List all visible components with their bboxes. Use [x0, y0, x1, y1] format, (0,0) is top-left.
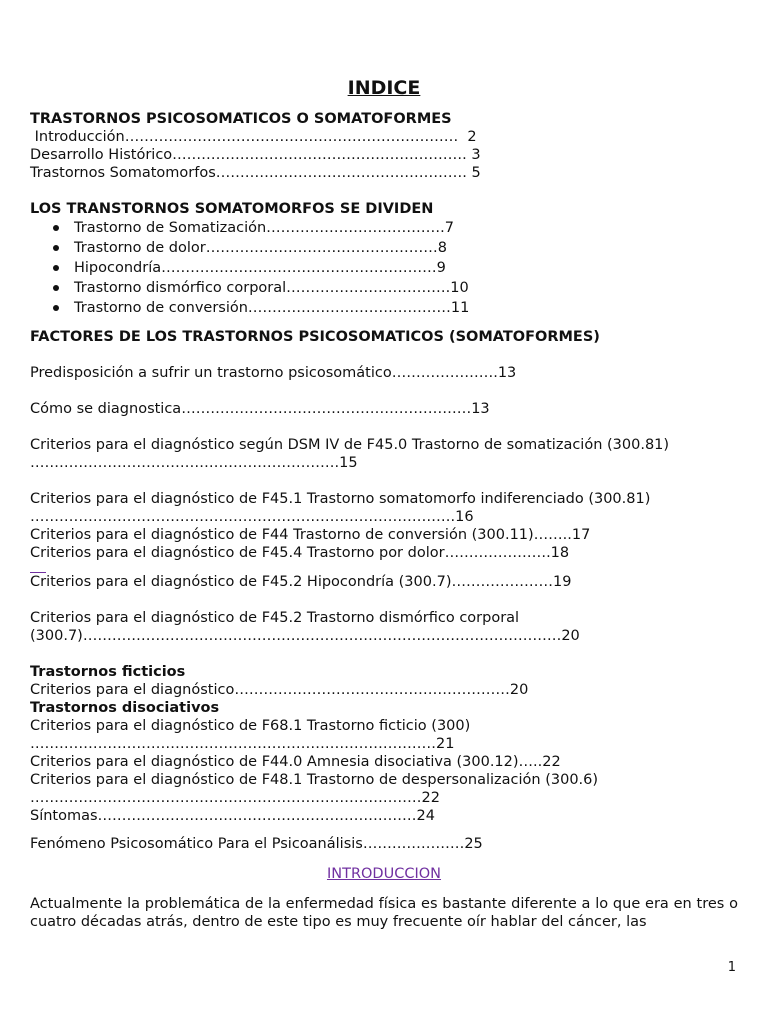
toc-line-somatomorfos: Trastornos Somatomorfos……………………………………………. 5 [30, 165, 481, 181]
toc-line-crit-somatizacion-page: ……………………………………………………….15 [30, 455, 358, 471]
toc-line-crit-dismorfico-page: (300.7)………………………………………………………………………………………20 [30, 628, 580, 644]
toc-line-crit-ficticio-page: …………………………………………………………………………21 [30, 736, 455, 752]
toc-line-crit-despersonalizacion-page: ………………………………………………………………………22 [30, 790, 440, 806]
section-heading-psicosomaticos: TRASTORNOS PSICOSOMATICOS O SOMATOFORMES [30, 111, 452, 127]
toc-bullet-list [30, 218, 740, 318]
toc-line-crit-hipocondria: Criterios para el diagnóstico de F45.2 Hipocondría (300.7)…………………19 [30, 574, 572, 590]
toc-line-crit-despersonalizacion: Criterios para el diagnóstico de F48.1 Trastorno de despersonalización (300.6) [30, 772, 599, 788]
section-heading-disociativos: Trastornos disociativos [30, 700, 220, 716]
index-content [30, 110, 740, 931]
toc-line-crit-ficticio: Criterios para el diagnóstico de F68.1 Trastorno ficticio (300) [30, 718, 471, 734]
toc-bullet-conversion: Trastorno de conversión……………………………………11 [74, 298, 740, 318]
toc-line-sintomas: Síntomas…………………………………………………………24 [30, 808, 435, 824]
toc-line-desarrollo: Desarrollo Histórico……………………………………………………. 3 [30, 147, 481, 163]
toc-line-crit-indiferenciado: Criterios para el diagnóstico de F45.1 Trastorno somatomorfo indiferenciado (300.81) [30, 491, 651, 507]
page-title: INDICE [347, 77, 421, 99]
section-heading-ficticios: Trastornos ficticios [30, 664, 186, 680]
toc-line-diagnostica: Cómo se diagnostica……………………………………………………13 [30, 401, 490, 417]
page-number: 1 [727, 960, 736, 975]
toc-line-crit-somatizacion: Criterios para el diagnóstico según DSM IV de F45.0 Trastorno de somatización (300.81) [30, 437, 670, 453]
toc-bullet-hipocondria: Hipocondría…………………………………………………9 [74, 258, 740, 278]
section-heading-factores: FACTORES DE LOS TRASTORNOS PSICOSOMATICOS (SOMATOFORMES) [30, 329, 600, 345]
toc-line-crit-conversion: Criterios para el diagnóstico de F44 Trastorno de conversión (300.11)……..17 [30, 527, 591, 543]
toc-line-predisposicion: Predisposición a sufrir un trastorno psicosomático………………….13 [30, 365, 517, 381]
toc-line-introduccion: Introducción…………………………………………………………… 2 [30, 129, 477, 145]
introduccion-link[interactable]: INTRODUCCION [326, 866, 442, 882]
section-heading-se-dividen: LOS TRANSTORNOS SOMATOMORFOS SE DIVIDEN [30, 201, 434, 217]
intro-paragraph: Actualmente la problemática de la enfermedad física es bastante diferente a lo que era en tres o cuatro décadas atrás, dentro de este tipo es muy frecuente oír hablar del cáncer, las [30, 896, 738, 930]
toc-bullet-dismorfico: Trastorno dismórfico corporal…………………………….10 [74, 278, 740, 298]
toc-line-crit-dolor: Criterios para el diagnóstico de F45.4 Trastorno por dolor………………….18 [30, 545, 570, 561]
toc-line-crit-diagnostico: Criterios para el diagnóstico…………………………………………………20 [30, 682, 529, 698]
toc-line-fenomeno: Fenómeno Psicosomático Para el Psicoanálisis…………………25 [30, 836, 483, 852]
toc-bullet-somatizacion: Trastorno de Somatización……………………………….7 [74, 218, 740, 238]
toc-line-crit-dismorfico: Criterios para el diagnóstico de F45.2 Trastorno dismórfico corporal [30, 610, 520, 626]
toc-line-crit-amnesia: Criterios para el diagnóstico de F44.0 Amnesia disociativa (300.12)…..22 [30, 754, 561, 770]
toc-bullet-dolor: Trastorno de dolor…………………………………………8 [74, 238, 740, 258]
toc-line-crit-indiferenciado-page: …………………………………………………………………………….16 [30, 509, 474, 525]
